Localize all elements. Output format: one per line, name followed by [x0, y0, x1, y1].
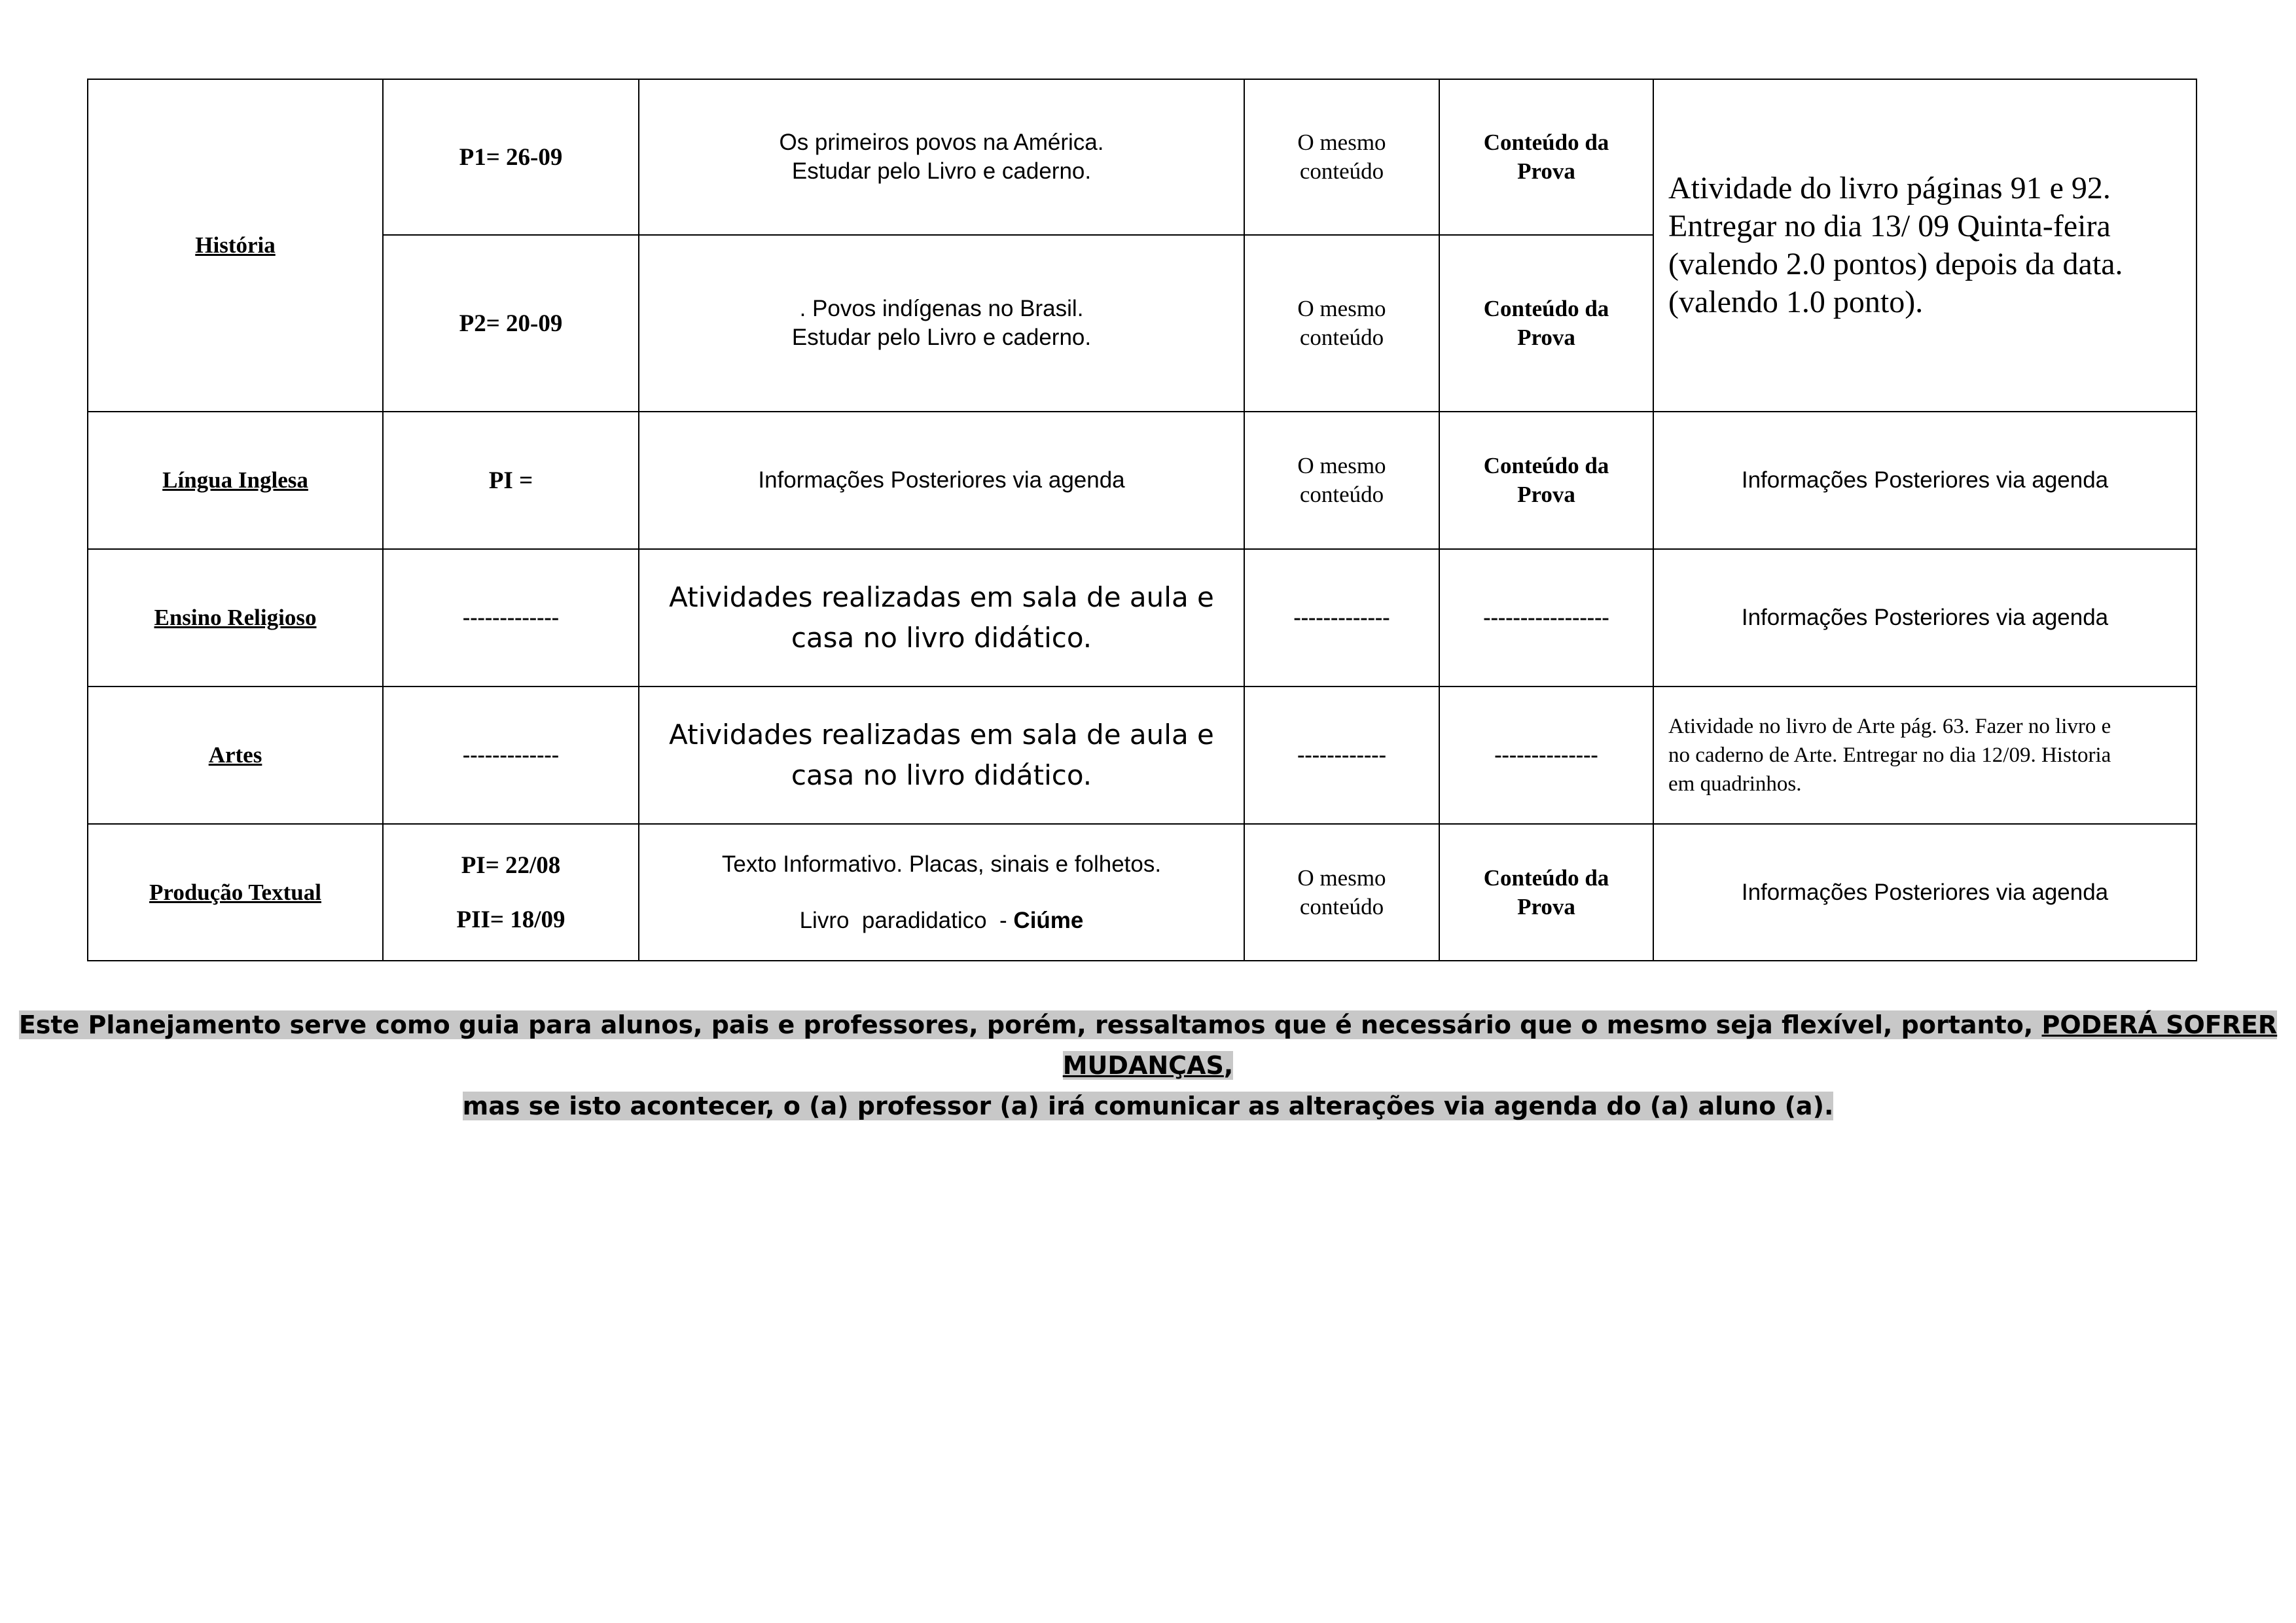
planning-table — [87, 79, 2197, 961]
subject-producao: Produção Textual — [149, 879, 321, 905]
table-row-religioso — [88, 549, 2197, 687]
placeholder-dashes: ------------- — [462, 605, 560, 630]
content-line: . Povos indígenas no Brasil. — [799, 296, 1084, 321]
placeholder-dashes: ------------ — [1297, 743, 1386, 767]
same-content-text: O mesmo — [1297, 453, 1386, 478]
exam-content-text: Conteúdo da — [1483, 453, 1609, 478]
content-line: Atividades realizadas em sala de aula e — [669, 581, 1214, 613]
exam-date-pi: PI= 22/08 — [461, 851, 561, 879]
exam-content-cell — [1439, 824, 1653, 961]
footer-line-2 — [0, 1086, 2296, 1126]
note-line: em quadrinhos. — [1668, 772, 1802, 796]
same-content-text: conteúdo — [1299, 482, 1384, 507]
note-line: Atividade do livro páginas 91 e 92. — [1668, 171, 2111, 205]
exam-content-cell — [1439, 79, 1653, 235]
exam-content-text: Conteúdo da — [1483, 865, 1609, 891]
subject-artes: Artes — [208, 742, 262, 768]
note-line: Informações Posteriores via agenda — [1741, 879, 2109, 905]
footer-text: , — [1223, 1051, 1234, 1080]
content-line: casa no livro didático. — [791, 759, 1092, 791]
placeholder-dashes: ------------- — [1293, 605, 1390, 630]
content-cell — [639, 235, 1244, 412]
content-line: Os primeiros povos na América. — [779, 130, 1104, 155]
note-cell-historia — [1653, 79, 2197, 412]
content-line — [649, 906, 1234, 935]
footer-text: Este Planejamento serve como guia para alunos, pais e professores, porém, ressaltamos que é necessário que o mesmo seja flexível, portanto, — [18, 1010, 2042, 1039]
table-row-producao — [88, 824, 2197, 961]
subject-cell-artes — [88, 687, 383, 824]
exam-content-cell — [1439, 235, 1653, 412]
date-cell — [383, 412, 639, 549]
note-cell — [1653, 412, 2197, 549]
exam-date-p1: P1= 26-09 — [459, 143, 563, 171]
subject-cell-historia — [88, 79, 383, 412]
same-content-text: conteúdo — [1299, 325, 1384, 350]
footer-text: mas se isto acontecer, o (a) professor (a) irá comunicar as alterações via agenda do (a) aluno (a). — [462, 1092, 1834, 1120]
date-cell — [383, 79, 639, 235]
same-content-text: O mesmo — [1297, 865, 1386, 891]
footer-notice — [0, 1005, 2296, 1126]
date-cell — [383, 687, 639, 824]
note-line: Informações Posteriores via agenda — [1741, 605, 2109, 630]
content-cell — [639, 687, 1244, 824]
subject-religioso: Ensino Religioso — [154, 605, 317, 630]
same-content-text: conteúdo — [1299, 893, 1384, 919]
same-content-text: O mesmo — [1297, 296, 1386, 321]
note-cell — [1653, 824, 2197, 961]
same-content-cell — [1244, 79, 1439, 235]
same-content-cell — [1244, 412, 1439, 549]
footer-highlight — [19, 1010, 2277, 1080]
content-line: Estudar pelo Livro e caderno. — [791, 158, 1092, 184]
note-line: (valendo 1.0 ponto). — [1668, 285, 1924, 319]
exam-content-text: Conteúdo da — [1483, 130, 1609, 155]
date-cell — [383, 824, 639, 961]
same-content-cell — [1244, 549, 1439, 687]
exam-date: PI = — [488, 467, 533, 494]
exam-date-p2: P2= 20-09 — [459, 310, 563, 337]
book-title: Ciúme — [1013, 907, 1084, 933]
subject-historia: História — [195, 232, 276, 258]
content-line: Texto Informativo. Placas, sinais e folhetos. — [721, 851, 1162, 877]
exam-content-text: Prova — [1517, 158, 1575, 184]
exam-content-text: Prova — [1517, 325, 1575, 350]
placeholder-dashes: -------------- — [1494, 743, 1598, 767]
exam-content-text: Prova — [1517, 893, 1575, 919]
same-content-cell — [1244, 824, 1439, 961]
table-row-artes — [88, 687, 2197, 824]
date-cell — [383, 549, 639, 687]
content-cell — [639, 549, 1244, 687]
same-content-text: conteúdo — [1299, 158, 1384, 184]
note-cell-artes — [1653, 687, 2197, 824]
table-row-historia-p1 — [88, 79, 2197, 235]
note-line: Atividade no livro de Arte pág. 63. Fazer no livro e — [1668, 715, 2111, 738]
content-cell — [639, 824, 1244, 961]
content-line: casa no livro didático. — [791, 622, 1092, 654]
subject-cell-religioso — [88, 549, 383, 687]
note-line: Entregar no dia 13/ 09 Quinta-feira — [1668, 209, 2111, 243]
content-line: Atividades realizadas em sala de aula e — [669, 719, 1214, 751]
note-line: no caderno de Arte. Entregar no dia 12/09. Historia — [1668, 743, 2111, 767]
exam-content-text: Conteúdo da — [1483, 296, 1609, 321]
exam-content-cell — [1439, 549, 1653, 687]
content-cell — [639, 412, 1244, 549]
content-line: Informações Posteriores via agenda — [758, 467, 1125, 493]
exam-content-text: Prova — [1517, 482, 1575, 507]
same-content-text: O mesmo — [1297, 130, 1386, 155]
subject-ingles: Língua Inglesa — [162, 467, 308, 493]
footer-line-1 — [0, 1005, 2296, 1086]
exam-content-cell — [1439, 412, 1653, 549]
exam-content-cell — [1439, 687, 1653, 824]
date-cell — [383, 235, 639, 412]
placeholder-dashes: ----------------- — [1483, 605, 1609, 630]
note-line: Informações Posteriores via agenda — [1741, 467, 2109, 493]
subject-cell-producao — [88, 824, 383, 961]
footer-warning: PODERÁ SOFRER MUDANÇAS — [1062, 1010, 2278, 1080]
same-content-cell — [1244, 687, 1439, 824]
content-cell — [639, 79, 1244, 235]
exam-date-pii: PII= 18/09 — [456, 906, 565, 933]
content-line: Estudar pelo Livro e caderno. — [791, 325, 1092, 350]
table-row-ingles — [88, 412, 2197, 549]
book-label: Livro paradidatico - — [799, 907, 1014, 933]
subject-cell-ingles — [88, 412, 383, 549]
same-content-cell — [1244, 235, 1439, 412]
placeholder-dashes: ------------- — [462, 743, 560, 767]
note-line: (valendo 2.0 pontos) depois da data. — [1668, 247, 2123, 281]
note-cell — [1653, 549, 2197, 687]
